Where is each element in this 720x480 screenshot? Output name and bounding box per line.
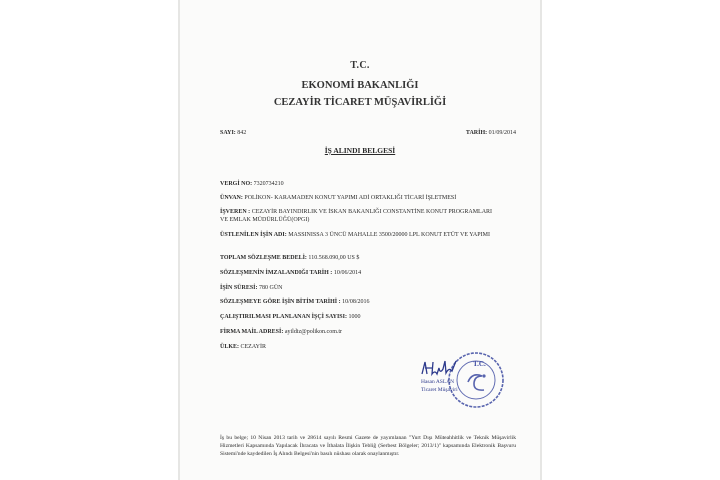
field-isci — [220, 313, 520, 321]
isci-label: ÇALIŞTIRILMASI PLANLANAN İŞÇİ SAYISI: — [220, 314, 347, 320]
sayi-label: SAYI: — [220, 130, 236, 136]
signatory-title: Ticaret Müşaviri — [421, 387, 458, 393]
sure-label: İŞİN SÜRESİ: — [220, 285, 258, 291]
ulke-label: ÜLKE: — [220, 344, 240, 350]
isveren-label: İŞVEREN : — [220, 209, 251, 215]
field-bedel — [220, 254, 520, 262]
document-page — [178, 0, 542, 480]
sure-value: 780 GÜN — [259, 285, 283, 291]
signatory-name: Hasan ASLAN — [421, 379, 455, 385]
seal-stamp — [449, 353, 503, 407]
vergi-label: VERGİ NO: — [220, 181, 253, 187]
header-tc: T.C. — [350, 60, 370, 71]
isci-value: 1000 — [348, 314, 361, 320]
field-bitim — [220, 298, 520, 306]
isveren-value: CEZAYİR BAYINDIRLIK VE İSKAN BAKANLIĞI CONSTANTİNE KONUT PROGRAMLARI VE EMLAK MÜDÜRLÜĞÜ(OPGI) — [220, 209, 493, 223]
field-isveren — [220, 208, 500, 224]
field-mail — [220, 328, 520, 336]
bedel-label: TOPLAM SÖZLEŞME BEDELİ: — [220, 255, 307, 261]
imza-label: SÖZLEŞMENİN İMZALANDIĞI TARİH : — [220, 270, 333, 276]
bitim-label: SÖZLEŞMEYE GÖRE İŞİN BİTİM TARİHİ : — [220, 299, 341, 305]
sayi — [220, 130, 246, 136]
isin-adi-value: MASSINISSA 3 ÜNCÜ MAHALLE 3500/20000 LPL KONUT ETÜT VE YAPIMI — [288, 232, 490, 238]
unvan-value: POLİKON- KARAMADEN KONUT YAPIMI ADİ ORTAKLIĞI TİCARİ İŞLETMESİ — [244, 195, 457, 201]
ulke-value: CEZAYİR — [240, 344, 266, 350]
tarih — [466, 130, 516, 136]
tarih-value: 01/09/2014 — [488, 130, 516, 136]
unvan-label: ÜNVAN: — [220, 195, 243, 201]
field-isin-adi — [220, 231, 510, 239]
document-title: İŞ ALINDI BELGESİ — [324, 146, 396, 155]
mail-label: FİRMA MAİL ADRESİ: — [220, 329, 284, 335]
vergi-value: 7320734210 — [253, 181, 284, 187]
seal-text: T.C. — [473, 360, 486, 368]
sayi-value: 842 — [237, 130, 247, 136]
header-ministry: EKONOMİ BAKANLIĞI — [301, 80, 419, 91]
field-unvan — [220, 194, 520, 202]
footer-note: İş bu belge; 10 Nisan 2013 tarih ve 28614 sayılı Resmi Gazete de yayımlanan "Yurt Dışı Müteahhitlik ve Teknik Müşavirlik Hizmetleri Kapsamında Yapılacak İhracata ve İthalata İlişkin Tebliğ (Serbest Bölgeler; 2013/1)" kapsamında Elektronik Başvuru Sistemi'nde kaydedilen İş Alındı Belgesi'nin basılı nüshası olarak onaylanmıştır. — [220, 435, 516, 457]
field-imza-tarih — [220, 269, 520, 277]
imza-value: 10/06/2014 — [333, 270, 362, 276]
isin-adi-label: ÜSTLENİLEN İŞİN ADI: — [220, 232, 287, 238]
tarih-label: TARİH: — [465, 130, 488, 136]
field-sure — [220, 284, 520, 292]
bitim-value: 10/08/2016 — [342, 299, 370, 305]
bedel-value: 110.568.090,00 US $ — [308, 255, 360, 261]
header-office: CEZAYİR TİCARET MÜŞAVİRLİĞİ — [273, 97, 447, 108]
field-vergi — [220, 180, 520, 188]
mail-value: ayildiz@polikon.com.tr — [284, 329, 343, 335]
